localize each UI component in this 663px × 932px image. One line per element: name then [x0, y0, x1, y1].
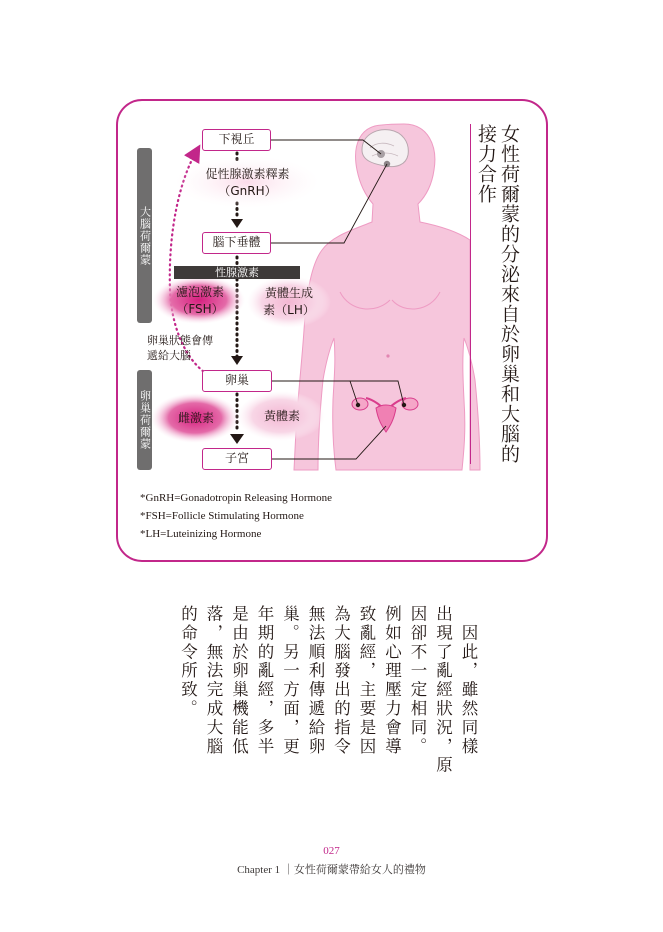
ovary-box: 卵巢 [202, 370, 272, 392]
fsh-label-line1: 濾泡激素 [175, 285, 224, 299]
body-text [175, 605, 481, 820]
footnotes [140, 489, 332, 543]
body-column: 因此，雖然同樣 [459, 605, 478, 757]
page-number: 027 [323, 845, 340, 857]
title-rule [470, 124, 471, 464]
footnote-gnrh: *GnRH=Gonadotropin Releasing Hormone [140, 492, 332, 504]
fsh-label-line2: （FSH） [176, 302, 224, 316]
lh-label [252, 284, 326, 320]
lh-label-line2: 素（LH） [263, 303, 315, 317]
body-column: 例如心理壓力會導 [382, 605, 402, 757]
ovary-hormones-label: 卵巢荷爾蒙 [137, 370, 152, 470]
gnrh-label [195, 164, 300, 202]
arrow-to-ovary [231, 356, 243, 365]
feedback-note-line2: 遞給大腦 [147, 349, 191, 362]
body-column: 無法順利傳遞給卵 [306, 605, 325, 757]
body-column: 出現了亂經狀況，原 [433, 605, 453, 776]
hypothalamus-box: 下視丘 [202, 129, 271, 151]
gnrh-label-line2: （GnRH） [218, 184, 277, 198]
gnrh-label-line1: 促性腺激素釋素 [205, 167, 290, 181]
body-column: 因卻不一定相同。 [408, 605, 427, 757]
lh-label-line1: 黃體生成 [264, 286, 313, 300]
body-column: 的命令所致。 [178, 605, 198, 719]
feedback-note-line1: 卵巢狀態會傳 [147, 334, 213, 347]
arrow-to-uterus [230, 434, 244, 444]
body-column: 致亂經，主要是因 [357, 605, 376, 757]
feedback-note [147, 333, 213, 363]
body-column: 落，無法完成大腦 [204, 605, 223, 757]
body-column: 為大腦發出的指令 [331, 605, 351, 757]
footnote-fsh: *FSH=Follicle Stimulating Hormone [140, 510, 304, 522]
progesterone-label: 黃體素 [263, 408, 300, 423]
pituitary-box: 腦下垂體 [202, 232, 271, 254]
footnote-lh: *LH=Luteinizing Hormone [140, 528, 262, 540]
body-column: 是由於卵巢機能低 [229, 605, 249, 757]
brain-hormones-label: 大腦荷爾蒙 [137, 148, 152, 323]
uterus-box: 子宮 [202, 448, 272, 470]
arrow-to-pituitary [231, 219, 243, 228]
fsh-label [160, 284, 240, 318]
body-column: 年期的亂經，多半 [255, 605, 274, 757]
gonadotropin-bar: 性腺激素 [174, 266, 300, 279]
estrogen-label: 雌激素 [177, 410, 214, 425]
figure-title: 女性荷爾蒙的分泌來自於卵巢和大腦的接力合作 [475, 124, 520, 464]
chapter-title: Chapter 1 ｜女性荷爾蒙帶給女人的禮物 [237, 864, 426, 876]
body-column: 巢。另一方面，更 [280, 605, 300, 757]
